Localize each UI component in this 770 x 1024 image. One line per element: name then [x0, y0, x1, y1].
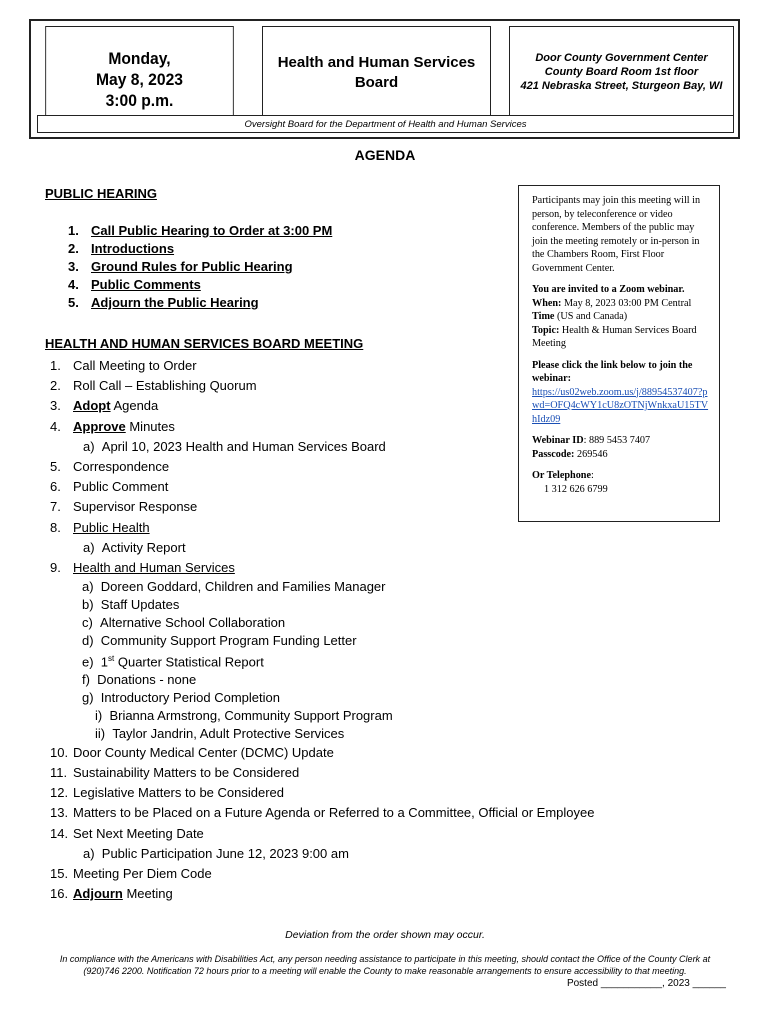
zoom-details: You are invited to a Zoom webinar. When: May 8, 2023 03:00 PM Central Time (US and Canada) Topic: Health & Human Services Board Meeting	[532, 284, 697, 349]
board-name-line1: Health and Human Services	[277, 54, 476, 71]
list-item: 12. Legislative Matters to be Considered	[50, 785, 285, 801]
meeting-heading: HEALTH AND HUMAN SERVICES BOARD MEETING	[45, 336, 364, 351]
oversight-bar: Oversight Board for the Department of Health and Human Services	[37, 115, 734, 133]
posted-line: Posted ___________, 2023 ______	[566, 978, 726, 989]
meeting-day: Monday,	[108, 49, 171, 68]
ada-notice: In compliance with the Americans with Disabilities Act, any person needing assistance to participate in this meeting, should contact the Office of the County Clerk at (920)746 2200. Notification 72 hours prior to a meeting will enable the County to make reasonable arrangements to ensure accessibility to that meeting.	[59, 954, 711, 976]
location-line3: 421 Nebraska Street, Sturgeon Bay, WI	[520, 80, 723, 92]
meeting-agenda-list	[50, 356, 594, 904]
list-subsubitem: ii) Taylor Jandrin, Adult Protective Services	[95, 725, 345, 741]
list-item: 8. Public Health	[50, 519, 150, 535]
list-item: 3. Adopt Agenda	[50, 398, 159, 414]
public-hearing-list	[68, 222, 332, 312]
list-subsubitem: i) Brianna Armstrong, Community Support Program	[95, 707, 393, 723]
meeting-date: May 8, 2023	[96, 70, 183, 89]
list-subitem: a) Public Participation June 12, 2023 9:00 am	[83, 845, 349, 861]
public-hearing-heading: PUBLIC HEARING	[45, 186, 157, 201]
list-subitem: b) Staff Updates	[82, 597, 180, 613]
list-item: 11. Sustainability Matters to be Considered	[50, 764, 300, 780]
board-name-line2: Board	[354, 74, 399, 91]
list-subitem: a) April 10, 2023 Health and Human Services Board	[83, 438, 386, 454]
location-line1: Door County Government Center	[535, 52, 708, 64]
location-line2: County Board Room 1st floor	[544, 66, 699, 78]
list-subitem: g) Introductory Period Completion	[82, 690, 280, 705]
list-item: 7. Supervisor Response	[50, 499, 198, 515]
list-subitem: c) Alternative School Collaboration	[82, 615, 286, 631]
telephone-info: Or Telephone: 1 312 626 6799	[532, 470, 608, 495]
agenda-title: AGENDA	[354, 147, 416, 163]
deviation-note: Deviation from the order shown may occur.	[285, 929, 485, 941]
meeting-time: 3:00 p.m.	[105, 91, 174, 110]
list-item: 5. Adjourn the Public Hearing	[68, 295, 259, 310]
webinar-credentials: Webinar ID: 889 5453 7407 Passcode: 269546	[532, 435, 651, 460]
list-subitem: f) Donations - none	[82, 672, 197, 688]
zoom-info-box	[518, 185, 720, 522]
list-subitem: e) 1st Quarter Statistical Report	[82, 653, 264, 670]
list-item: 13. Matters to be Placed on a Future Agenda or Referred to a Committee, Official or Employee	[50, 805, 595, 821]
list-item: 9. Health and Human Services	[50, 560, 235, 576]
list-item: 10. Door County Medical Center (DCMC) Update	[50, 744, 334, 760]
list-item: 2. Introductions	[68, 241, 175, 256]
join-instructions: Please click the link below to join the webinar: https://us02web.zoom.us/j/88954537407?pwd=OFQ4cWY1cU8zOTNjWnkxaU15TVhIdz09	[532, 359, 709, 425]
list-item: 5. Correspondence	[50, 459, 170, 475]
list-item: 1. Call Meeting to Order	[50, 358, 197, 373]
list-item: 2. Roll Call – Establishing Quorum	[50, 378, 257, 394]
list-item: 3. Ground Rules for Public Hearing	[68, 259, 293, 274]
header-frame	[29, 19, 740, 139]
list-item: 14. Set Next Meeting Date	[50, 825, 204, 841]
list-subitem: a) Activity Report	[83, 539, 186, 555]
list-subitem: d) Community Support Program Funding Letter	[82, 632, 357, 648]
zoom-link[interactable]: https://us02web.zoom.us/j/88954537407?pwd=OFQ4cWY1cU8zOTNjWnkxaU15TVhIdz09	[532, 386, 709, 425]
list-item: 4. Public Comments	[68, 277, 201, 292]
list-item: 16. Adjourn Meeting	[50, 886, 173, 902]
list-item: 15. Meeting Per Diem Code	[50, 865, 212, 881]
list-item: 4. Approve Minutes	[50, 418, 175, 434]
participation-intro: Participants may join this meeting will in person, by teleconference or video conference. Members of the public may join the meeting remotely or in-person in the Chambers Room, First Floor Government Center.	[532, 195, 701, 274]
list-item: 6. Public Comment	[50, 479, 169, 495]
list-subitem: a) Doreen Goddard, Children and Families Manager	[82, 579, 386, 595]
list-item: 1. Call Public Hearing to Order at 3:00 PM	[68, 223, 333, 238]
